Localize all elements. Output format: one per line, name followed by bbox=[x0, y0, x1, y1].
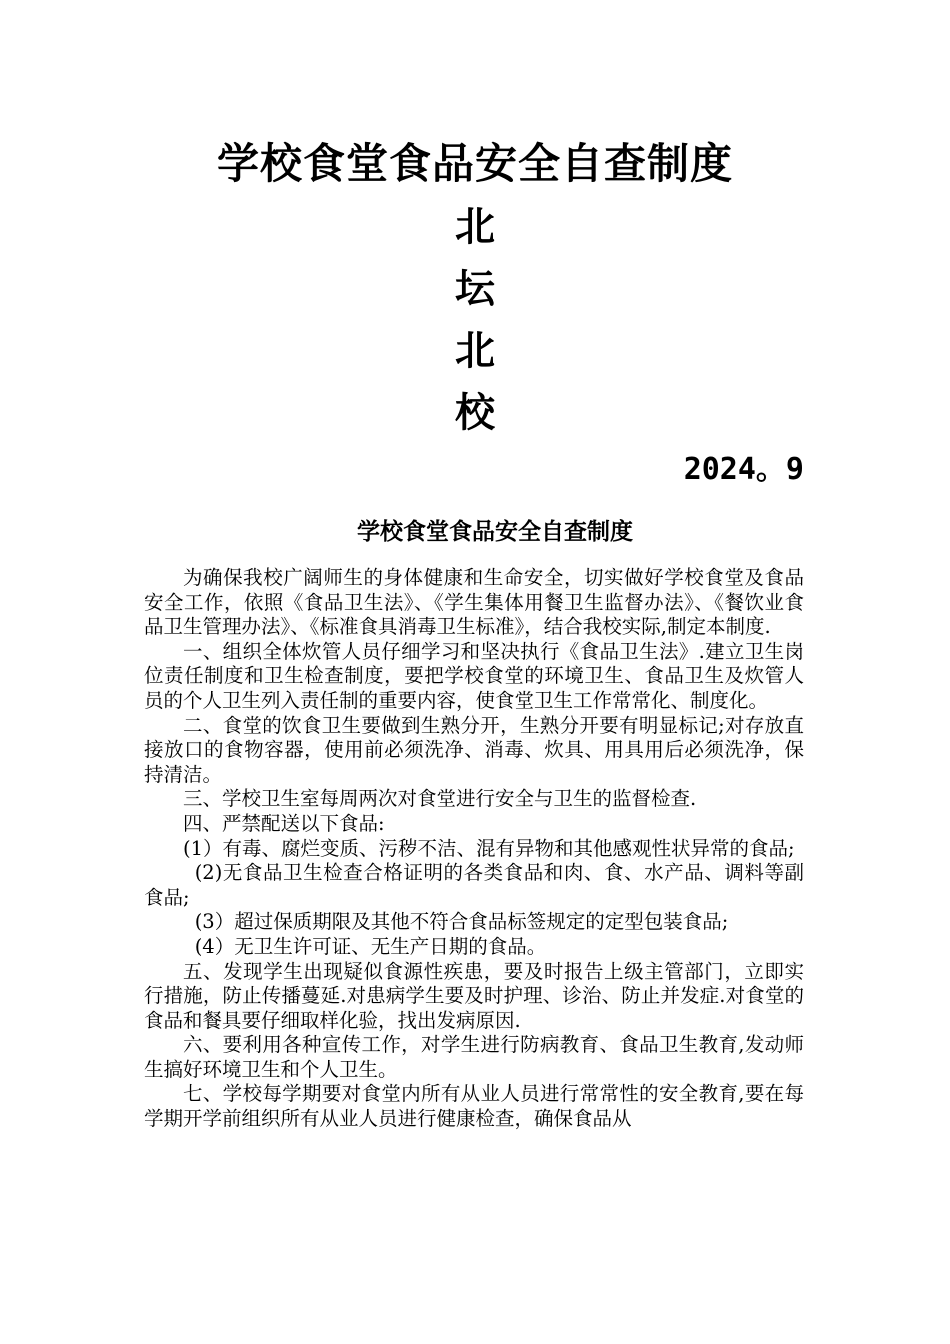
school-char: 北 bbox=[455, 328, 495, 374]
school-char: 校 bbox=[455, 390, 495, 436]
school-name-vertical bbox=[0, 196, 950, 444]
list-item-4-4: (4）无卫生许可证、无生产日期的食品。 bbox=[194, 934, 547, 958]
paragraph-item-2: 二、食堂的饮食卫生要做到生熟分开，生熟分开要有明显标记;对存放直接放口的食物容器，使用前必须洗净、消毒、炊具、用具用后必须洗净，保持清洁。 bbox=[144, 713, 804, 786]
list-item-4-1: (1）有毒、腐烂变质、污秽不洁、混有异物和其他感观性状异常的食品; bbox=[183, 836, 795, 860]
school-char: 北 bbox=[455, 204, 495, 250]
paragraph-item-1: 一、组织全体炊管人员仔细学习和坚决执行《食品卫生法》.建立卫生岗位责任制度和卫生检查制度，要把学校食堂的环境卫生、食品卫生及炊管人员的个人卫生列入责任制的重要内容，使食堂卫生工作常常化、制度化。 bbox=[144, 639, 804, 712]
school-char: 坛 bbox=[455, 266, 495, 312]
paragraph-item-4: 四、严禁配送以下食品: bbox=[183, 811, 385, 835]
paragraph-item-3: 三、学校卫生室每周两次对食堂进行安全与卫生的监督检查. bbox=[183, 787, 697, 811]
paragraph-item-6: 六、要利用各种宣传工作，对学生进行防病教育、食品卫生教育,发动师生搞好环境卫生和个人卫生。 bbox=[144, 1033, 804, 1081]
cover-date: 2024。9 bbox=[683, 452, 804, 487]
list-item-4-2: (2)无食品卫生检查合格证明的各类食品和肉、食、水产品、调料等副食品; bbox=[144, 861, 804, 909]
list-item-4-3: (3）超过保质期限及其他不符合食品标签规定的定型包装食品; bbox=[194, 910, 729, 934]
document-title: 学校食堂食品安全自查制度 bbox=[357, 519, 633, 545]
document-body bbox=[144, 566, 804, 1132]
paragraph-item-7: 七、学校每学期要对食堂内所有从业人员进行常常性的安全教育,要在每学期开学前组织所有从业人员进行健康检查，确保食品从 bbox=[144, 1082, 804, 1131]
paragraph-item-5: 五、发现学生出现疑似食源性疾患，要及时报告上级主管部门，立即实行措施，防止传播蔓延.对患病学生要及时护理、诊治、防止并发症.对食堂的食品和餐具要仔细取样化验，找出发病原因. bbox=[144, 959, 804, 1032]
cover-title: 学校食堂食品安全自查制度 bbox=[216, 139, 733, 188]
paragraph-intro: 为确保我校广阔师生的身体健康和生命安全，切实做好学校食堂及食品安全工作，依照《食品卫生法》、《学生集体用餐卫生监督办法》、《餐饮业食品卫生管理办法》、《标准食具消毒卫生标准》，结合我校实际,制定本制度. bbox=[144, 566, 804, 639]
